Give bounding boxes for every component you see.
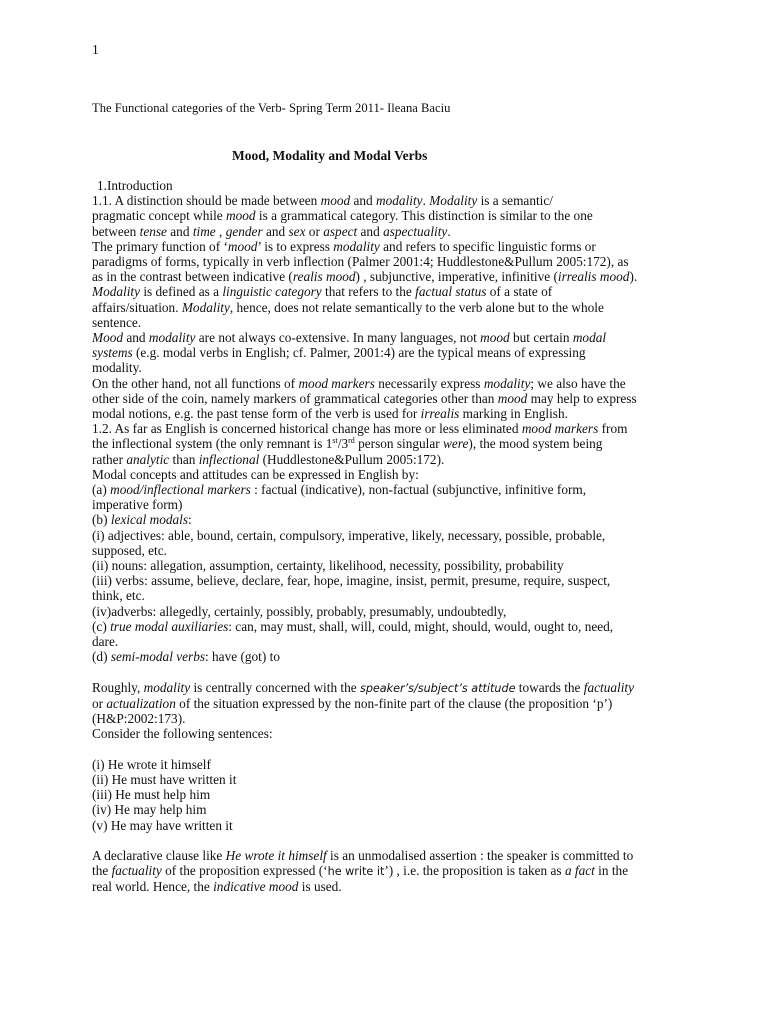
paragraph-2-line-4	[92, 284, 682, 299]
text-run: is centrally concerned with the	[190, 679, 360, 695]
text-run: marking in English.	[459, 406, 568, 422]
paragraph-6-line-1	[92, 680, 682, 696]
list-item-c	[92, 619, 682, 634]
text-run: On the other hand, not all functions of	[92, 375, 299, 391]
superscript: st	[332, 436, 338, 446]
paragraph-6-line-2	[92, 696, 682, 711]
term-speakers-subjects-attitude: speaker’s/subject’s attitude	[359, 681, 516, 695]
text-run: are not always co-extensive. In many languages, not	[195, 330, 481, 346]
section-heading-introduction: 1.Introduction	[97, 178, 173, 193]
text-run: real world. Hence, the	[92, 879, 214, 895]
paragraph-1-line-2	[92, 208, 682, 223]
text-run: is an unmodalised assertion : the speaker is committed to	[326, 847, 634, 863]
text-run: ; we also have the	[530, 375, 626, 391]
term-mood-markers: mood markers	[521, 421, 599, 437]
term-irrealis: irrealis	[420, 406, 460, 422]
document-title: Mood, Modality and Modal Verbs	[232, 148, 428, 163]
superscript: rd	[348, 436, 355, 446]
list-subitem-adjectives: (i) adjectives: able, bound, certain, compulsory, imperative, likely, necessary, possible, probable,	[92, 527, 606, 543]
text-run: person singular	[354, 436, 444, 452]
term-mood: mood	[320, 193, 351, 209]
term-he-write-it: he write it	[327, 865, 385, 879]
term-were: were	[443, 436, 469, 452]
text-run: of the proposition expressed (‘	[161, 863, 328, 879]
text-run: and	[357, 223, 384, 239]
list-subitem-verbs-continued: think, etc.	[92, 588, 145, 604]
list-subitem-verbs: (iii) verbs: assume, believe, declare, fear, hope, imagine, insist, permit, presume, require, suspect,	[92, 573, 611, 589]
text-run: in the	[594, 863, 629, 879]
paragraph-7-line-1	[92, 848, 682, 863]
list-item-c-continued: dare.	[92, 634, 119, 650]
list-subitem-adjectives-continued: supposed, etc.	[92, 542, 167, 558]
text-run: and refers to specific linguistic forms or	[379, 238, 596, 254]
text-run: : can, may must, shall, will, could, might, should, would, ought to, need,	[228, 618, 614, 634]
list-item-b	[92, 512, 682, 527]
paragraph-4-line-1	[92, 376, 682, 391]
term-linguistic-category: linguistic category	[222, 284, 322, 300]
text-run: other side of the coin, namely markers of grammatical categories other than	[92, 390, 498, 406]
text-run: (Huddlestone&Pullum 2005:172).	[259, 451, 445, 467]
term-factuality: factuality	[111, 863, 162, 879]
list-item-d	[92, 649, 682, 664]
text-run: or	[305, 223, 324, 239]
text-run: of a state of	[486, 284, 553, 300]
text-run: (d)	[92, 649, 111, 665]
term-modal: modal	[572, 330, 607, 346]
text-run: is a grammatical category. This distinction is similar to the one	[255, 208, 593, 224]
term-analytic: analytic	[126, 451, 170, 467]
term-systems: systems	[92, 345, 133, 361]
text-run: ), the mood system being	[468, 436, 603, 452]
text-run: ) , subjunctive, imperative, infinitive (	[355, 269, 558, 285]
paragraph-2-line-5	[92, 300, 682, 315]
text-run: affairs/situation.	[92, 299, 182, 315]
text-run: 1.1. A distinction should be made between	[92, 193, 321, 209]
term-modality: Modality	[181, 299, 230, 315]
text-run: rather	[92, 451, 127, 467]
text-run: is defined as a	[140, 284, 223, 300]
text-run: than	[169, 451, 199, 467]
text-run: modal notions, e.g. the past tense form of the verb is used for	[92, 406, 421, 422]
term-tense: tense	[139, 223, 167, 239]
text-run: or	[92, 695, 107, 711]
term-semi-modal-verbs: semi-modal verbs	[110, 649, 206, 665]
term-gender: gender	[225, 223, 263, 239]
term-modality: modality	[333, 238, 380, 254]
text-run: : have (got) to	[205, 649, 280, 665]
term-mood-inflectional-markers: mood/inflectional markers	[110, 482, 251, 498]
text-run: The primary function of ‘	[92, 238, 228, 254]
example-sentence: (iv) He may help him	[92, 802, 207, 818]
text-run: and	[123, 330, 149, 346]
text-run: .	[447, 223, 451, 239]
term-sex: sex	[288, 223, 306, 239]
term-realis-mood: realis mood	[292, 269, 356, 285]
text-run: the	[92, 863, 112, 879]
paragraph-1-line-1	[92, 193, 682, 208]
text-run: A declarative clause like	[92, 847, 226, 863]
text-run: , hence, does not relate semantically to the verb alone but to the whole	[229, 299, 604, 315]
example-sentence: (iii) He must help him	[92, 787, 211, 803]
text-run: (b)	[92, 512, 111, 528]
paragraph-2-line-3	[92, 269, 682, 284]
term-modality: modality	[376, 193, 423, 209]
text-run: (a)	[92, 482, 111, 498]
term-irrealis-mood: irrealis mood	[557, 269, 630, 285]
text-run: ’ is to express	[257, 238, 334, 254]
term-actualization: actualization	[106, 695, 176, 711]
text-run: ’) , i.e. the proposition is taken as	[384, 863, 565, 879]
term-modality: modality	[148, 330, 196, 346]
text-run: that refers to the	[321, 284, 416, 300]
list-subitem-adverbs: (iv)adverbs: allegedly, certainly, possibly, probably, presumably, undoubtedly,	[92, 603, 507, 619]
example-sentence: (ii) He must have written it	[92, 771, 237, 787]
paragraph-5-line-1	[92, 421, 682, 436]
text-run: and	[350, 193, 377, 209]
text-run: Roughly,	[92, 679, 144, 695]
text-run: the inflectional system (the only remnant is 1	[92, 436, 333, 452]
paragraph-4-line-3	[92, 406, 682, 421]
paragraph-7-line-2	[92, 863, 682, 879]
text-run: but certain	[509, 330, 573, 346]
term-true-modal-auxiliaries: true modal auxiliaries	[110, 618, 229, 634]
example-sentence: (v) He may have written it	[92, 817, 233, 833]
text-run: is used.	[298, 879, 342, 895]
term-factuality: factuality	[583, 679, 635, 695]
term-modality: modality	[483, 375, 531, 391]
paragraph-3-line-1	[92, 330, 682, 345]
text-run: is a semantic/	[477, 193, 553, 209]
term-he-wrote-it-himself: He wrote it himself	[225, 847, 327, 863]
text-run: and	[166, 223, 193, 239]
paragraph-3-line-2	[92, 345, 682, 360]
paragraph-6-line-3: (H&P:2002:173).	[92, 711, 186, 727]
text-run: pragmatic concept while	[92, 208, 227, 224]
paragraph-2-line-6: sentence.	[92, 314, 142, 330]
paragraph-3-line-3: modality.	[92, 360, 142, 376]
list-item-a-continued: imperative form)	[92, 497, 183, 513]
text-run: between	[92, 223, 140, 239]
body-text	[92, 178, 682, 895]
paragraph-2-line-2: paradigms of forms, typically in verb inflection (Palmer 2001:4; Huddlestone&Pullum 2005:172), as	[92, 254, 629, 270]
term-indicative-mood: indicative mood	[213, 879, 299, 895]
text-run: towards the	[515, 679, 584, 695]
paragraph-7-line-3	[92, 879, 682, 894]
example-sentence: (i) He wrote it himself	[92, 756, 211, 772]
text-run: from	[598, 421, 628, 437]
text-run: 1.2. As far as English is concerned historical change has more or less eliminated	[92, 421, 522, 437]
term-mood: mood	[227, 238, 258, 254]
paragraph-2-line-1	[92, 239, 682, 254]
paragraph-1-line-3	[92, 224, 682, 239]
text-run: ).	[629, 269, 638, 285]
blank-line	[92, 665, 682, 680]
term-lexical-modals: lexical modals	[110, 512, 189, 528]
term-modality: modality	[143, 679, 191, 695]
paragraph-4-line-2	[92, 391, 682, 406]
term-factual-status: factual status	[415, 284, 487, 300]
list-item-a	[92, 482, 682, 497]
page-number: 1	[92, 42, 99, 57]
text-run: of the situation expressed by the non-finite part of the clause (the proposition ‘p’)	[175, 695, 613, 711]
text-run: (e.g. modal verbs in English; cf. Palmer, 2001:4) are the typical means of expressing	[132, 345, 586, 361]
running-header: The Functional categories of the Verb- Spring Term 2011- Ileana Baciu	[92, 101, 451, 115]
text-run: may help to express	[527, 390, 637, 406]
list-subitem-nouns: (ii) nouns: allegation, assumption, certainty, likelihood, necessity, possibility, probability	[92, 558, 564, 574]
term-aspect: aspect	[323, 223, 358, 239]
blank-line	[92, 833, 682, 848]
text-run: as in the contrast between indicative (	[92, 269, 293, 285]
term-mood: mood	[226, 208, 256, 224]
paragraph-5-line-4: Modal concepts and attitudes can be expressed in English by:	[92, 466, 419, 482]
text-run: :	[188, 512, 192, 528]
term-inflectional: inflectional	[198, 451, 260, 467]
paragraph-5-line-3	[92, 452, 682, 467]
term-modality: Modality	[92, 284, 141, 300]
term-modality: Modality	[429, 193, 478, 209]
text-run: ,	[215, 223, 226, 239]
text-run: necessarily express	[374, 375, 484, 391]
text-run: .	[422, 193, 430, 209]
text-run: and	[262, 223, 289, 239]
paragraph-6-line-4: Consider the following sentences:	[92, 726, 273, 742]
term-a-fact: a fact	[564, 863, 595, 879]
blank-line	[92, 742, 682, 757]
term-mood: mood	[497, 390, 528, 406]
term-aspectuality: aspectuality	[383, 223, 448, 239]
paragraph-5-line-2	[92, 436, 682, 451]
text-run: /3	[337, 436, 349, 452]
term-mood: Mood	[92, 330, 124, 346]
term-mood: mood	[480, 330, 510, 346]
term-time: time	[192, 223, 216, 239]
term-mood-markers: mood markers	[298, 375, 375, 391]
text-run: : factual (indicative), non-factual (subjunctive, infinitive form,	[250, 482, 587, 498]
text-run: (c)	[92, 618, 111, 634]
